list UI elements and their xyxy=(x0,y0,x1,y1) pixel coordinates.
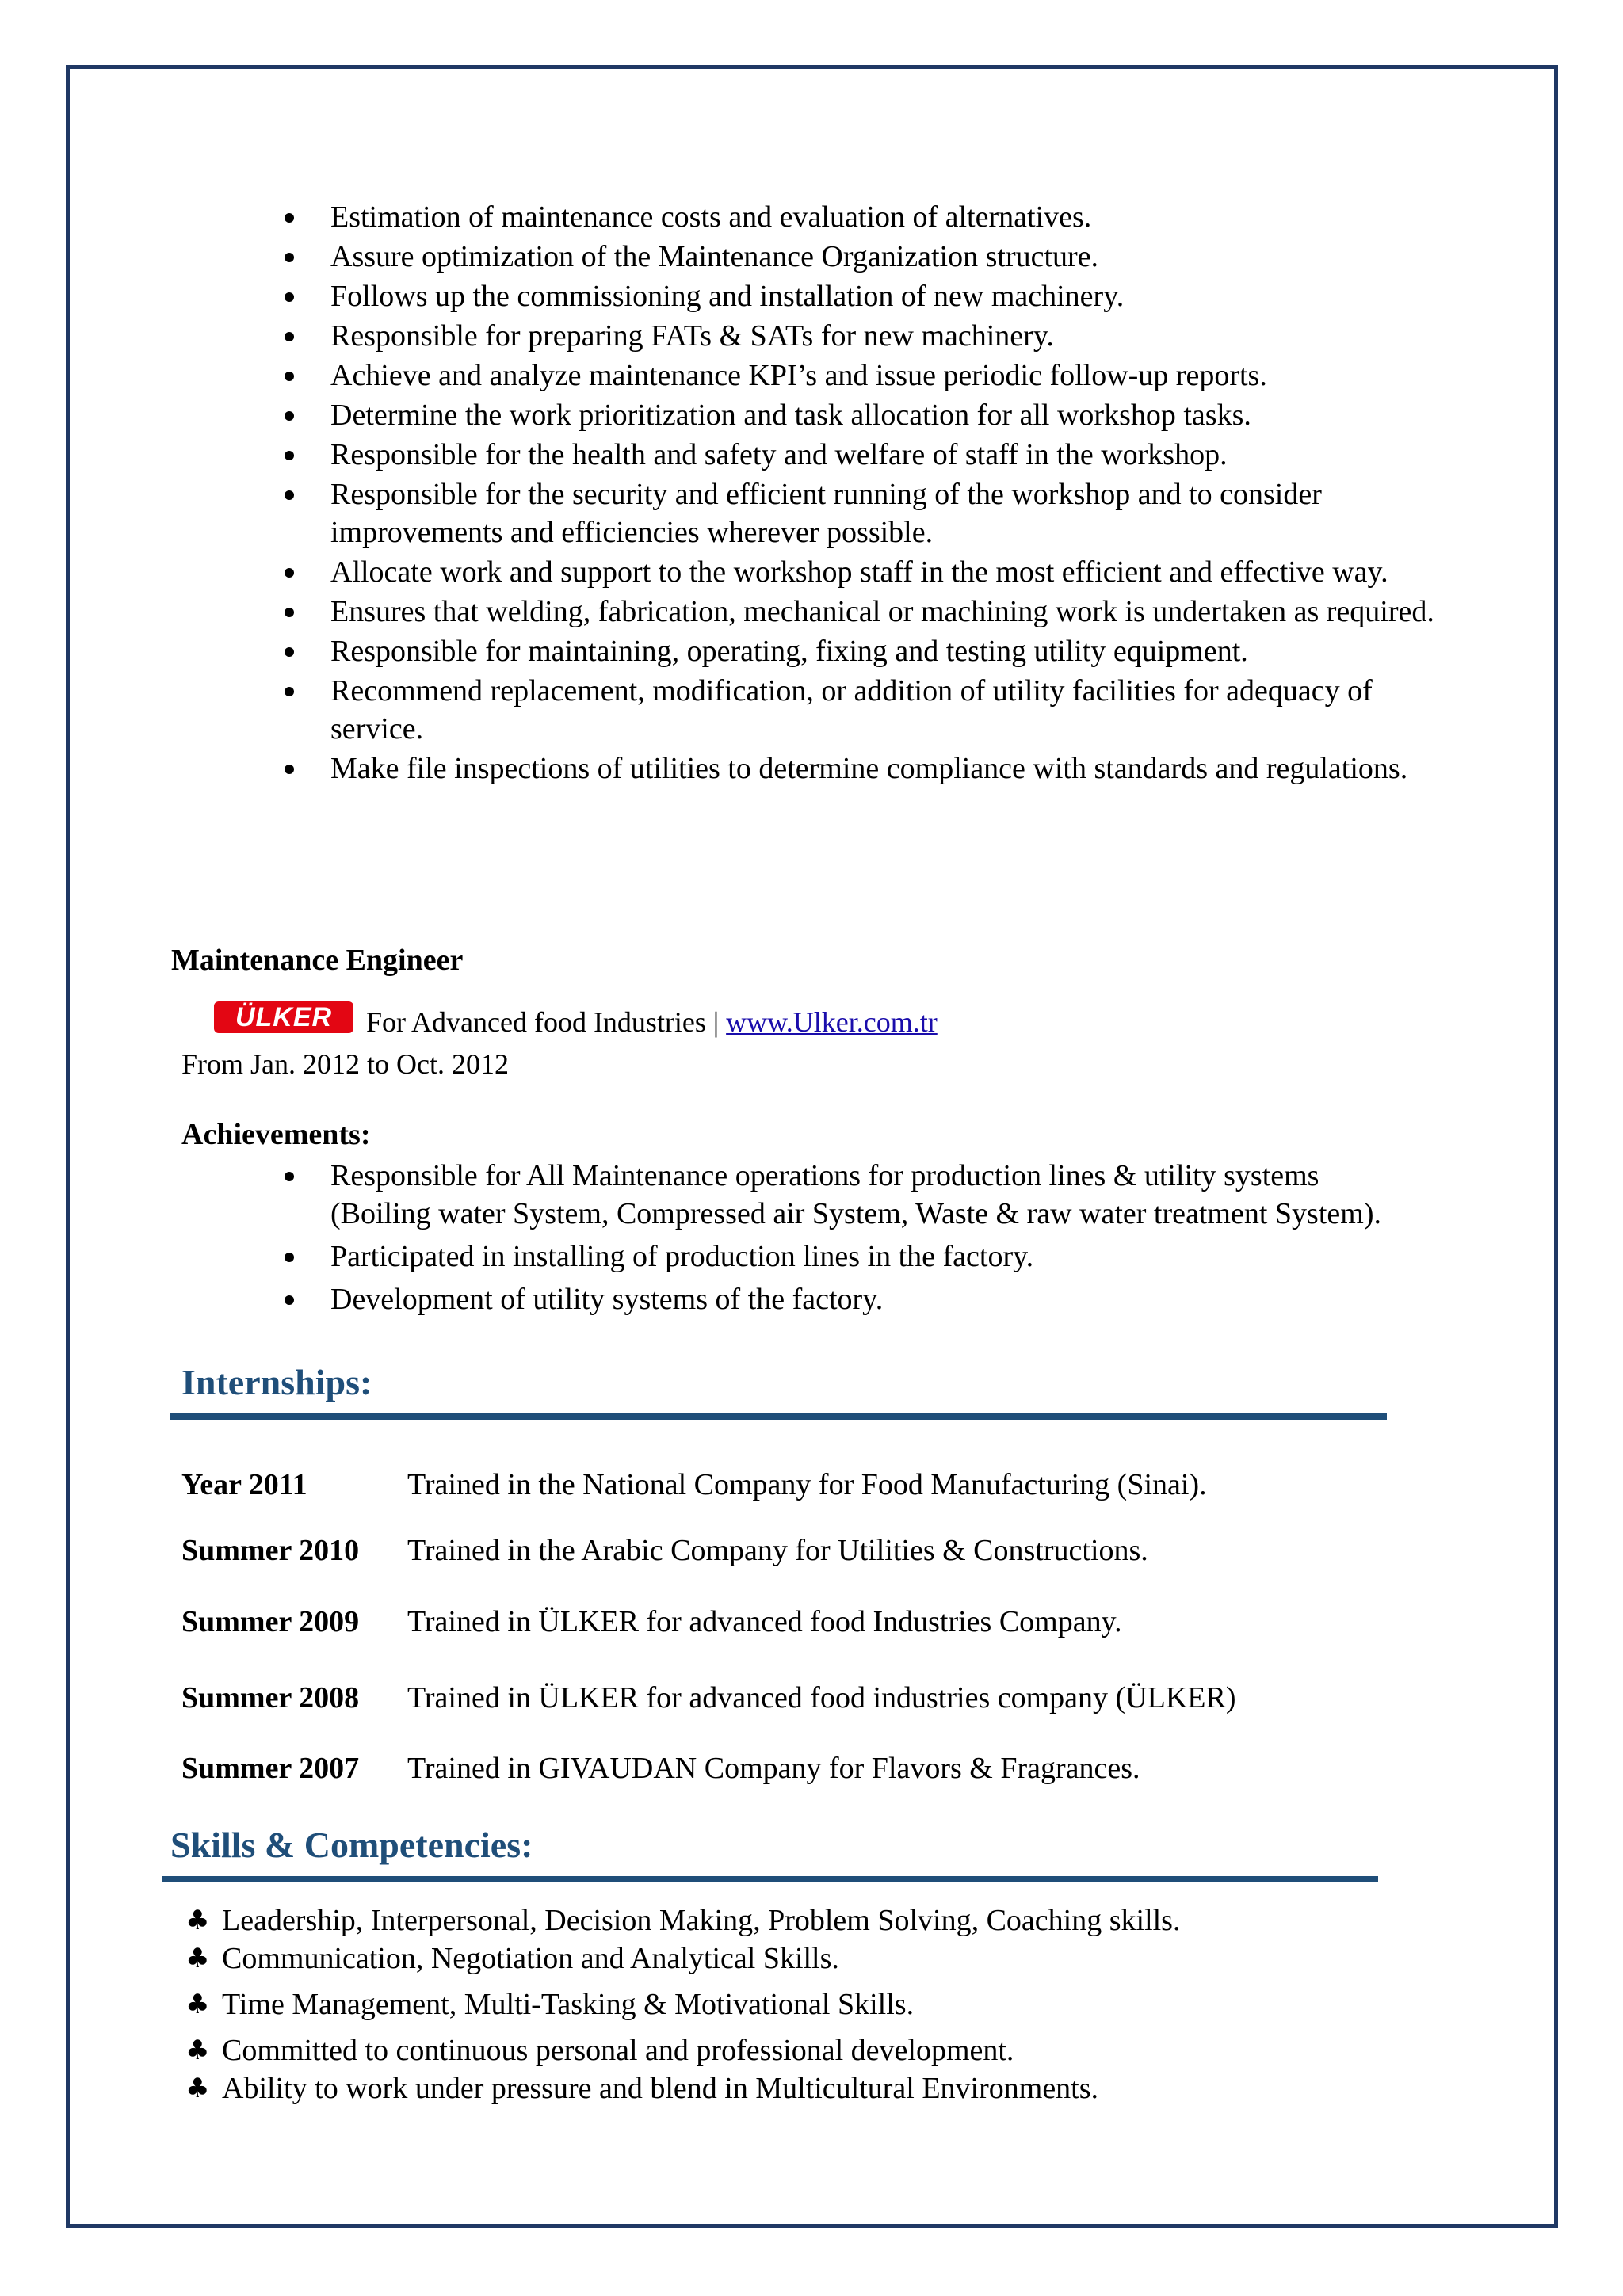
bullet-icon xyxy=(285,292,294,302)
internship-description: Trained in the Arabic Company for Utilities & Constructions. xyxy=(407,1534,1148,1567)
list-item: Responsible for maintaining, operating, fixing and testing utility equipment. xyxy=(330,632,1440,670)
internship-description: Trained in the National Company for Food Manufacturing (Sinai). xyxy=(407,1468,1207,1501)
bullet-icon xyxy=(285,1253,294,1262)
internship-description: Trained in ÜLKER for advanced food industries company (ÜLKER) xyxy=(407,1681,1236,1714)
club-bullet-icon: ♣ xyxy=(185,1989,210,2020)
list-item: Development of utility systems of the factory. xyxy=(330,1280,1400,1318)
responsibilities-list xyxy=(330,198,1440,789)
ulker-logo: ÜLKER xyxy=(214,1001,353,1033)
bullet-icon xyxy=(285,1172,294,1181)
company-name: For Advanced food Industries | www.Ulker.com.tr xyxy=(366,1006,938,1038)
list-item: Responsible for the health and safety and welfare of staff in the workshop. xyxy=(330,436,1440,474)
list-item: ♣ Committed to continuous personal and professional development. xyxy=(222,2031,1490,2069)
club-bullet-icon: ♣ xyxy=(185,2073,210,2104)
internships-divider xyxy=(170,1413,1387,1420)
list-item: Participated in installing of production lines in the factory. xyxy=(330,1238,1400,1276)
bullet-icon xyxy=(285,687,294,696)
skills-heading: Skills & Competencies: xyxy=(170,1825,533,1865)
achievements-list xyxy=(330,1157,1400,1323)
internship-year: Summer 2008 xyxy=(181,1681,360,1714)
list-item: ♣ Ability to work under pressure and blend in Multicultural Environments. xyxy=(222,2069,1490,2107)
achievements-label: Achievements: xyxy=(181,1118,371,1151)
list-item: ♣ Leadership, Interpersonal, Decision Making, Problem Solving, Coaching skills. xyxy=(222,1901,1490,1939)
bullet-icon xyxy=(285,1295,294,1305)
internship-row xyxy=(181,1680,1235,1715)
club-bullet-icon: ♣ xyxy=(185,2035,210,2066)
bullet-icon xyxy=(285,568,294,578)
company-website-link[interactable]: www.Ulker.com.tr xyxy=(726,1006,938,1038)
skills-list xyxy=(185,1901,1490,2107)
company-line xyxy=(214,996,938,1039)
internships-heading: Internships: xyxy=(181,1362,372,1402)
list-item: Follows up the commissioning and installation of new machinery. xyxy=(330,277,1440,315)
skills-divider xyxy=(162,1876,1378,1882)
bullet-icon xyxy=(285,332,294,341)
bullet-icon xyxy=(285,372,294,381)
club-bullet-icon: ♣ xyxy=(185,1943,210,1974)
job-dates: From Jan. 2012 to Oct. 2012 xyxy=(181,1048,509,1080)
list-item: Make file inspections of utilities to determine compliance with standards and regulations. xyxy=(330,749,1440,788)
internship-description: Trained in GIVAUDAN Company for Flavors & Fragrances. xyxy=(407,1752,1140,1785)
internship-row xyxy=(181,1533,1148,1568)
bullet-icon xyxy=(285,411,294,421)
list-item: Responsible for the security and efficient running of the workshop and to consider improvements and efficiencies wherever possible. xyxy=(330,475,1440,551)
internship-year: Summer 2009 xyxy=(181,1605,360,1638)
list-item: ♣ Communication, Negotiation and Analytical Skills. xyxy=(222,1939,1490,1978)
bullet-icon xyxy=(285,647,294,657)
list-item: Recommend replacement, modification, or addition of utility facilities for adequacy of service. xyxy=(330,672,1440,748)
list-item: Allocate work and support to the workshop staff in the most efficient and effective way. xyxy=(330,553,1440,591)
internship-year: Summer 2007 xyxy=(181,1752,360,1785)
list-item: Responsible for All Maintenance operations for production lines & utility systems (Boiling water System, Compressed air System, Waste & raw water treatment System). xyxy=(330,1157,1400,1233)
list-item: Achieve and analyze maintenance KPI’s and issue periodic follow-up reports. xyxy=(330,357,1440,395)
job-title: Maintenance Engineer xyxy=(171,944,464,977)
internship-year: Year 2011 xyxy=(181,1468,307,1501)
internship-description: Trained in ÜLKER for advanced food Industries Company. xyxy=(407,1605,1122,1638)
club-bullet-icon: ♣ xyxy=(185,1905,210,1936)
bullet-icon xyxy=(285,608,294,617)
list-item: Assure optimization of the Maintenance Organization structure. xyxy=(330,238,1440,276)
list-item: Ensures that welding, fabrication, mechanical or machining work is undertaken as required. xyxy=(330,593,1440,631)
list-item: ♣ Time Management, Multi-Tasking & Motivational Skills. xyxy=(222,1985,1490,2023)
bullet-icon xyxy=(285,451,294,460)
internship-row xyxy=(181,1467,1207,1502)
internship-year: Summer 2010 xyxy=(181,1534,360,1567)
bullet-icon xyxy=(285,213,294,223)
internship-row xyxy=(181,1604,1122,1639)
bullet-icon xyxy=(285,765,294,774)
list-item: Estimation of maintenance costs and evaluation of alternatives. xyxy=(330,198,1440,236)
list-item: Responsible for preparing FATs & SATs for new machinery. xyxy=(330,317,1440,355)
bullet-icon xyxy=(285,253,294,262)
list-item: Determine the work prioritization and task allocation for all workshop tasks. xyxy=(330,396,1440,434)
internship-row xyxy=(181,1751,1140,1786)
bullet-icon xyxy=(285,490,294,500)
